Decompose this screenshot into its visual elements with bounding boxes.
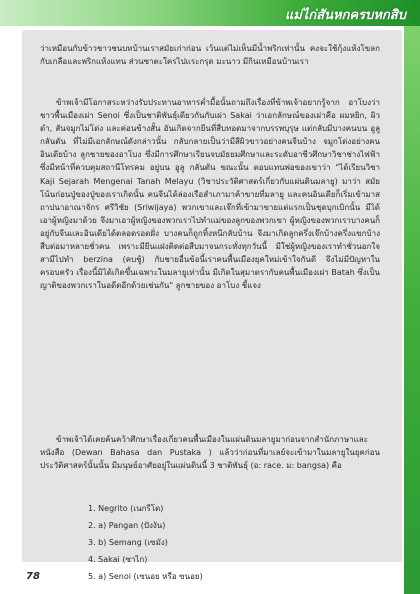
page-number: 78 [26,571,40,582]
list-item: 3. b) Semang (เซมัง) [88,538,168,547]
side-decoration-strip [404,26,420,594]
race-list [88,500,338,585]
paragraph-3: ข้าพเจ้าได้เคยค้นคว้าศึกษาเรื่องเกี่ยวคนพื้นเมืองในแผ่นดินมลายูมาก่อนจากสำนักภาษาและหนังสือ (Dewan Bahasa dan Pustaka ) แล้วว่าก่อนที่มาเลย์จะเข้ามาในมลายูในยุคก่อนประวัติศาสตร์นั้นนั้น มีมนุษย์อาศัยอยู่ในแผ่นดินนี้ 3 ชาติพันธุ์ (อ: race. ม: bangsa) คือ [40,435,380,471]
list-item: 5. a) Senoi (เซนอย หรือ ซนอย) [88,572,203,581]
header-band [0,0,420,26]
list-item: 1. Negrito (เนกรีโต) [88,504,164,513]
list-item: 2. a) Pangan (ปังงัน) [88,521,166,530]
paragraph-2: ข้าพเจ้ามีโอกาสระหว่างรับประทานอาหารค่ำมื้อนั้นถามถึงเรื่องที่ข้าพเจ้าอยากรู้จาก อาโบงว่า ชาวพื้นเมืองเผ่า Senoi ซึ่งเป็นชาติพันธุ์เดียวกันกับเผ่า Sakai ว่าเอกลักษณ์ของเผ่าคือ ผมหยิก, ผิวดำ, สันจมูกไม่โด่ง และค่อนข้างสั้น อันเกิดจากยีนที่สืบทอดมาจากบรรพบุรุษ แต่กลับมีบางคนบน อูลู กลันตัน ที่ไม่มีเอกลักษณ์ดังกล่าวนั้น กลับกลายเป็นว่ามีสีผิวขาวอย่างคนจีนบ้าง จมูกโด่งอย่างคนอินเดียบ้าง ลูกชายของอาโบง ซึ่งมีการศึกษาเรียนจบมัธยมศึกษาและระดับอาชีวศึกษาวิชาช่างไฟฟ้า ซึ่งมีหน้าที่ควบคุมสถานีโทรคม อยู่บน อูลู กลันตัน ขณะนั้น ตอบแทนพ่อของเขาว่า "ได้เรียนวิชา Kaji Sejarah Mengenai Tanah Melayu (วิชาประวัติศาสตร์เกี่ยวกับแผ่นดินมลายู) มาว่า สมัยโน้นก่อนปู่ของปู่ของเราเกิดนั้น คนจีนได้ล่องเรือสำเภามาค้าขายที่มลายู และคนอินเดียก็เริ่มเข้ามาสถาปนาอาณาจักร ศรีวิชัย (Sriwijaya) พวกเขาและเจ๊กที่เข้ามาขายแต่แรกเป็นชุดบุกเบิกนั้น มีได้เอาผู้หญิงมาด้วย จึงมาเอาผู้หญิงของพวกเราไปทำแม่ของลูกของพวกเขา ผู้หญิงของพวกเราบางคนก็อยู่กับจีนและอินเดียได้ตลอดรอดฝั่ง บางคนก็ถูกทิ้งหนีกลับบ้าน จึงมาเกิดลูกครึ่งเจ๊กบ้างครึ่งแขกบ้างสืบต่อมาหลายชั่วคน เพราะมียีนแฝงติดต่อสืบมาจนกระทั่งทุกวันนี้ มีใช่ผู้หญิงของเราทำชั่วนอกใจสามีไปทำ berzina (คบชู้) กับชายอื่นข้อนี้เราคนพื้นเมืองยุคใหม่เข้าใจกันดี จึงไม่มีปัญหาในครอบครัว เรื่องนี้มิได้เกิดขึ้นเฉพาะในมลายูเท่านั้น มีเกิดในสุมาตรากับคนพื้นเมืองเผ่า Batah ซึ่งเป็นญาติของพวกเราในอดีตอีกด้วยเช่นกัน" ลูกชายของ อาโบง ชี้แจง [40,98,380,291]
running-header-title: แม่ไก่สันหกครบหกสิบ [284,8,406,23]
paragraph-1: ว่าเหมือนกับข้าวชาวชนบทบ้านเราสมัยเก่าก่อน เว้นแต่ไม่เห็นมีน้ำพริกเท่านั้น คงจะใช้กุ้งแห้งโขลกกับเกลือและพริกแห้งแทน ส่วนซาตะใครไปแระกรุด มะนาว มีกินเหมือนบ้านเรา [40,44,380,67]
list-item: 4. Sakai (ซาไก) [88,555,148,564]
